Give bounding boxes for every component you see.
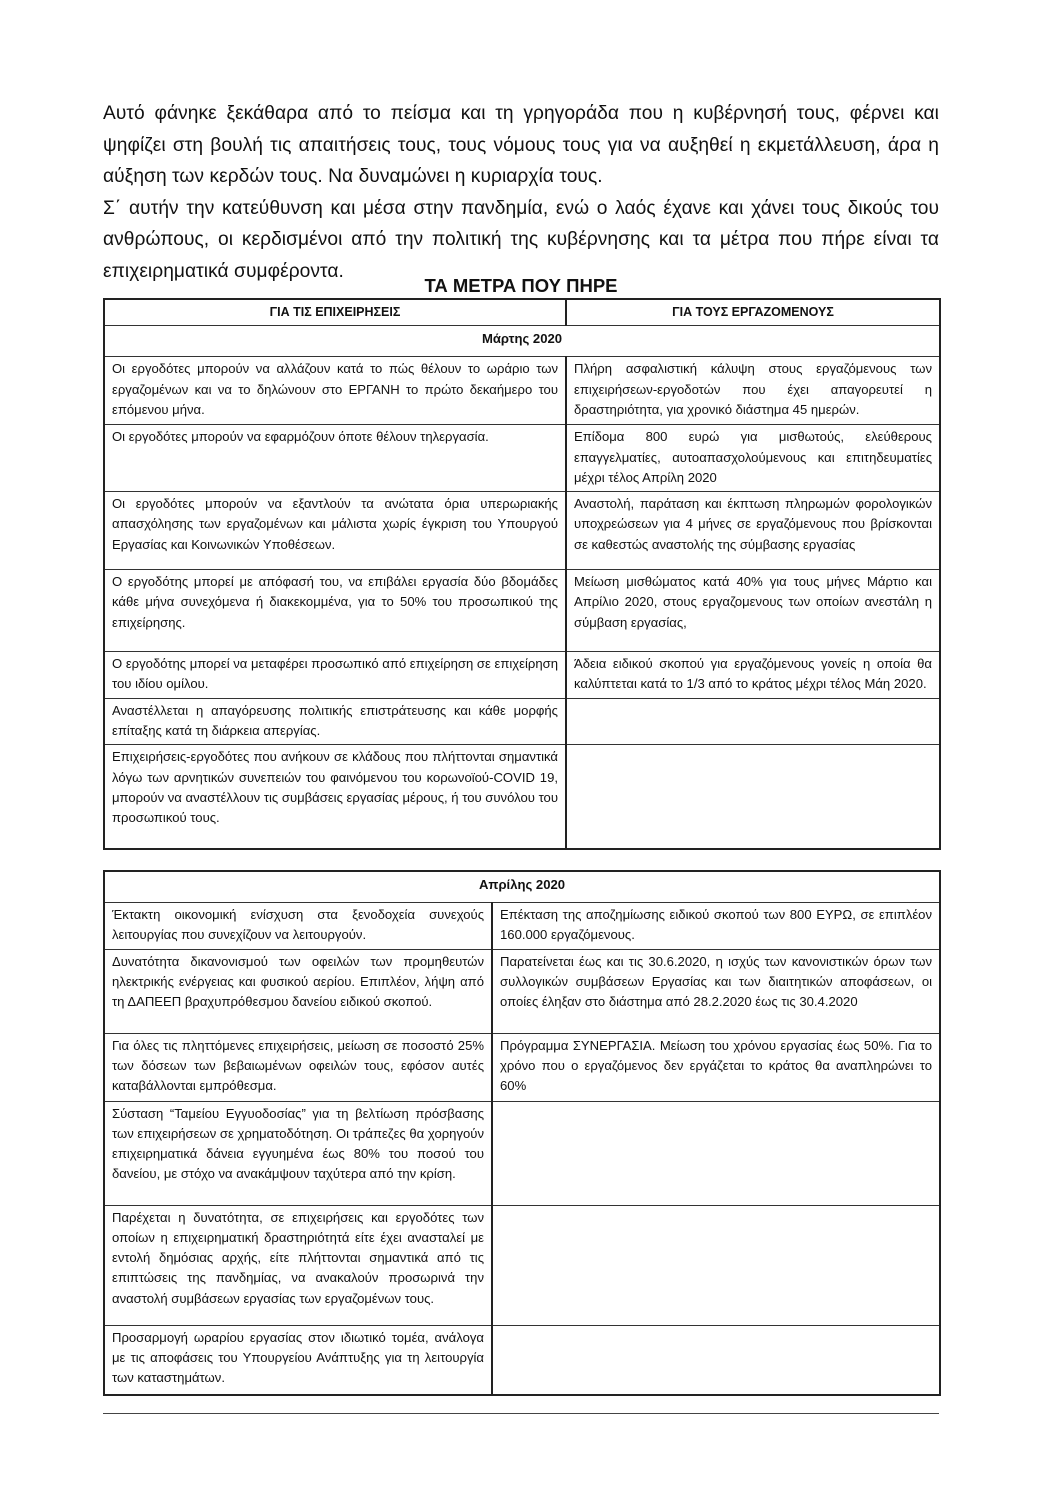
month-label-march: Μάρτης 2020 bbox=[104, 326, 940, 357]
table-row bbox=[104, 652, 940, 699]
table-row bbox=[104, 492, 940, 570]
worker-measure bbox=[566, 698, 940, 745]
worker-measure: Πρόγραμμα ΣΥΝΕΡΓΑΣΙΑ. Μείωση του χρόνου εργασίας έως 50%. Για το χρόνο που ο εργαζόμενος δεν εργάζεται το κράτος θα αναπληρώνει το 60% bbox=[492, 1033, 940, 1101]
business-measure: Δυνατότητα δικανονισμού των οφειλών των προμηθευτών ηλεκτρικής ενέργειας και φυσικού αερίου. Επιπλέον, λήψη από τη ΔΑΠΕΕΠ βραχυπρόθεσμου δανείου ειδικού σκοπού. bbox=[104, 949, 492, 1033]
header-workers: ΓΙΑ ΤΟΥΣ ΕΡΓΑΖΟΜΕΝΟΥΣ bbox=[566, 299, 940, 326]
table-row bbox=[104, 903, 940, 950]
table-row bbox=[104, 1205, 940, 1325]
business-measure: Σύσταση “Ταμείου Εγγυοδοσίας” για τη βελτίωση πρόσβασης των επιχειρήσεων σε χρηματοδότηση. Οι τράπεζες θα χορηγούν επιχειρηματικά δάνεια εγγυημένα έως 80% του ποσού του δανείου, με στόχο να ανακάμψουν ταχύτερα από την κρίση. bbox=[104, 1101, 492, 1205]
business-measure: Προσαρμογή ωραρίου εργασίας στον ιδιωτικό τομέα, ανάλογα με τις αποφάσεις του Υπουργείου Ανάπτυξης για τη λειτουργία των καταστημάτων. bbox=[104, 1325, 492, 1395]
worker-measure: Άδεια ειδικού σκοπού για εργαζόμενους γονείς η οποία θα καλύπτεται κατά το 1/3 από το κράτος μέχρι τέλος Μάη 2020. bbox=[566, 652, 940, 699]
header-businesses: ΓΙΑ ΤΙΣ ΕΠΙΧΕΙΡΗΣΕΙΣ bbox=[104, 299, 566, 326]
table-row bbox=[104, 1033, 940, 1101]
table-row bbox=[104, 570, 940, 652]
table-row bbox=[104, 745, 940, 849]
worker-measure: Μείωση μισθώματος κατά 40% για τους μήνες Μάρτιο και Απρίλιο 2020, στους εργαζομενους των οποίων ανεστάλη η σύμβαση εργασίας, bbox=[566, 570, 940, 652]
business-measure: Οι εργοδότες μπορούν να εξαντλούν τα ανώτατα όρια υπερωριακής απασχόλησης των εργαζομένων και μάλιστα χωρίς έγκριση του Υπουργού Εργασίας και Κοινωνικών Υποθέσεων. bbox=[104, 492, 566, 570]
month-row-april bbox=[104, 871, 940, 903]
worker-measure: Επίδομα 800 ευρώ για μισθωτούς, ελεύθερους επαγγελματίες, αυτοαπασχολούμενους και επιτηδευματίες μέχρι τέλος Απρίλη 2020 bbox=[566, 425, 940, 492]
business-measure: Έκτακτη οικονομική ενίσχυση στα ξενοδοχεία συνεχούς λειτουργίας που συνεχίζουν να λειτουργούν. bbox=[104, 903, 492, 950]
april-measures-table bbox=[103, 870, 941, 1396]
intro-text bbox=[103, 98, 939, 287]
table-row bbox=[104, 949, 940, 1033]
table-row bbox=[104, 357, 940, 425]
march-measures-table bbox=[103, 298, 941, 850]
business-measure: Οι εργοδότες μπορούν να αλλάζουν κατά το πώς θέλουν το ωράριο των εργαζομένων και να το δηλώνουν στο ΕΡΓΑΝΗ το πρώτο δεκαήμερο του επόμενου μήνα. bbox=[104, 357, 566, 425]
table-row bbox=[104, 425, 940, 492]
table-row bbox=[104, 1325, 940, 1395]
business-measure: Επιχειρήσεις-εργοδότες που ανήκουν σε κλάδους που πλήττονται σημαντικά λόγω των αρνητικών συνεπειών του φαινόμενου του κορωνοϊού-COVID 19, μπορούν να αναστέλλουν τις συμβάσεις εργασίας μέρους, ή του συνόλου του προσωπικού τους. bbox=[104, 745, 566, 849]
worker-measure bbox=[566, 745, 940, 849]
footer-divider bbox=[103, 1413, 939, 1414]
business-measure: Ο εργοδότης μπορεί να μεταφέρει προσωπικό από επιχείρηση σε επιχείρηση του ιδίου ομίλου. bbox=[104, 652, 566, 699]
worker-measure: Αναστολή, παράταση και έκπτωση πληρωμών φορολογικών υποχρεώσεων για 4 μήνες σε εργαζόμενους που βρίσκονται σε καθεστώς αναστολής της σύμβασης εργασίας bbox=[566, 492, 940, 570]
business-measure: Για όλες τις πληττόμενες επιχειρήσεις, μείωση σε ποσοστό 25% των δόσεων των βεβαιωμένων οφειλών τους, εφόσον αυτές καταβάλλονται εμπρόθεσμα. bbox=[104, 1033, 492, 1101]
month-label-april: Απρίλης 2020 bbox=[104, 871, 940, 903]
worker-measure bbox=[492, 1101, 940, 1205]
section-title: ΤΑ ΜΕΤΡΑ ΠΟΥ ΠΗΡΕ bbox=[424, 275, 618, 296]
intro-paragraph-2: Σ΄ αυτήν την κατεύθυνση και μέσα στην πανδημία, ενώ ο λαός έχανε και χάνει τους δικούς του ανθρώπους, οι κερδισμένοι από την πολιτική της κυβέρνησης και τα μέτρα που πήρε είναι τα επιχειρηματικά συμφέροντα. bbox=[103, 197, 939, 282]
month-row-march bbox=[104, 326, 940, 357]
business-measure: Παρέχεται η δυνατότητα, σε επιχειρήσεις και εργοδότες των οποίων η επιχειρηματική δραστηριότητά είτε έχει ανασταλεί με εντολή δημόσιας αρχής, είτε πλήττονται σημαντικά από τις επιπτώσεις της πανδημίας, να ανακαλούν προσωρινά την αναστολή συμβάσεων εργασίας των εργαζομένων τους. bbox=[104, 1205, 492, 1325]
table-row bbox=[104, 1101, 940, 1205]
business-measure: Αναστέλλεται η απαγόρευσης πολιτικής επιστράτευσης και κάθε μορφής επίταξης κατά τη διάρκεια απεργίας. bbox=[104, 698, 566, 745]
table-row bbox=[104, 698, 940, 745]
business-measure: Οι εργοδότες μπορούν να εφαρμόζουν όποτε θέλουν τηλεργασία. bbox=[104, 425, 566, 492]
table-header-row bbox=[104, 299, 940, 326]
worker-measure: Παρατείνεται έως και τις 30.6.2020, η ισχύς των κανονιστικών όρων των συλλογικών συμβάσεων Εργασίας και των διαιτητικών αποφάσεων, οι οποίες έληξαν στο διάστημα από 28.2.2020 έως τις 30.4.2020 bbox=[492, 949, 940, 1033]
worker-measure bbox=[492, 1205, 940, 1325]
intro-paragraph-1: Αυτό φάνηκε ξεκάθαρα από το πείσμα και τη γρηγοράδα που η κυβέρνησή τους, φέρνει και ψηφίζει στη βουλή τις απαιτήσεις τους, τους νόμους τους για να αυξηθεί η εκμετάλλευση, άρα η αύξηση των κερδών τους. Να δυναμώνει η κυριαρχία τους. bbox=[103, 103, 939, 187]
worker-measure: Επέκταση της αποζημίωσης ειδικού σκοπού των 800 ΕΥΡΩ, σε επιπλέον 160.000 εργαζόμενους. bbox=[492, 903, 940, 950]
business-measure: Ο εργοδότης μπορεί με απόφασή του, να επιβάλει εργασία δύο βδομάδες κάθε μήνα συνεχόμενα ή διακεκομμένα, για το 50% του προσωπικού της επιχείρησης. bbox=[104, 570, 566, 652]
worker-measure: Πλήρη ασφαλιστική κάλυψη στους εργαζόμενους των επιχειρήσεων-εργοδοτών που έχει απαγορευτεί η δραστηριότητα, για χρονικό διάστημα 45 ημερών. bbox=[566, 357, 940, 425]
worker-measure bbox=[492, 1325, 940, 1395]
